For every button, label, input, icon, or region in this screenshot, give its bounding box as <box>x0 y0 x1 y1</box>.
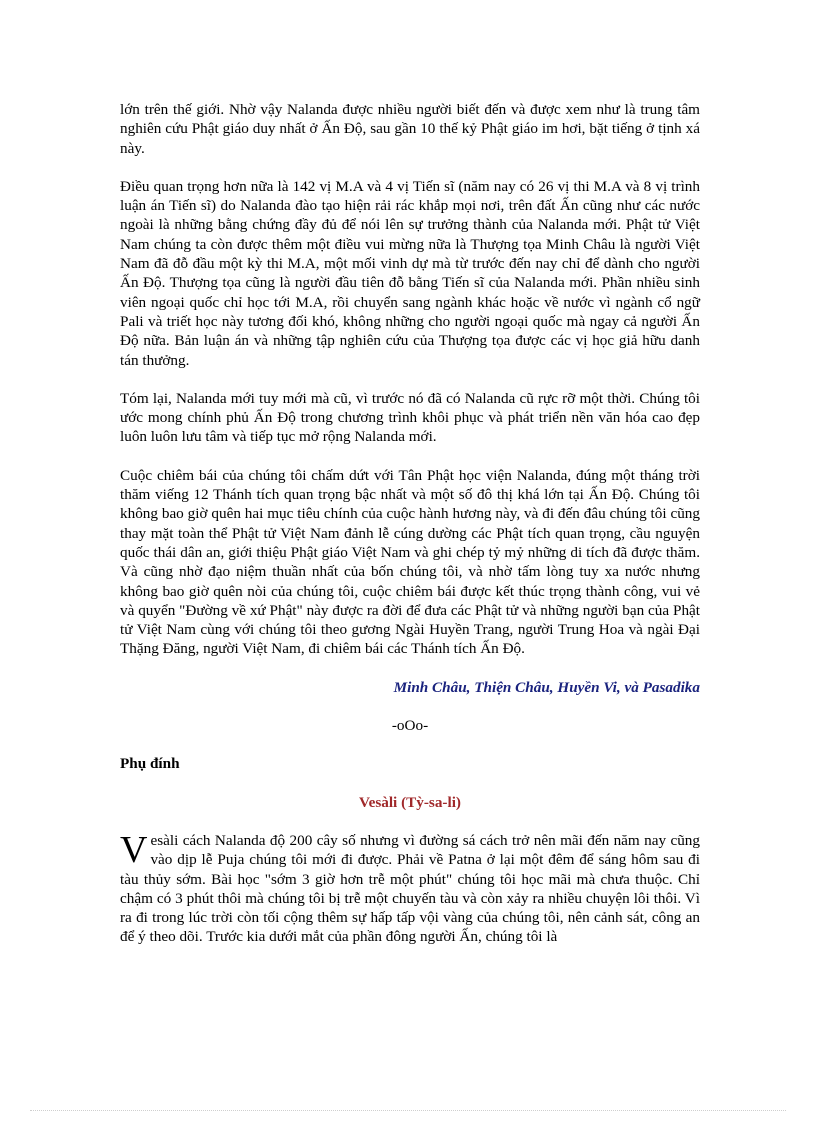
section-separator: -oOo- <box>391 717 429 735</box>
vesali-paragraph <box>120 828 700 947</box>
document-page <box>120 100 700 966</box>
vesali-paragraph-text: esàli cách Nalanda độ 200 cây số nhưng vì đường sá cách trở nên mãi đến năm nay cũng vào dịp lễ Puja chúng tôi mới đi được. Phải về Patna ở lại một đêm để sáng hôm sau đi tàu thủy sớm. Bài học "sớm 3 giờ hơn trễ một phút" chúng tôi học mãi mà chưa thuộc. Chỉ chậm có 3 phút thôi mà chúng tôi bị trễ một chuyến tàu và còn xảy ra nhiều chuyện lôi thôi. Vì ra đi trong lúc trời còn tối cộng thêm sự hấp tấp vội vàng của chúng tôi, nên cảnh sát, công an để ý theo dõi. Trước kia dưới mắt của phần đông người Ấn, chúng tôi là <box>120 831 700 946</box>
paragraph-1: lớn trên thế giới. Nhờ vậy Nalanda được nhiều người biết đến và được xem như là trung tâm nghiên cứu Phật giáo duy nhất ở Ấn Độ, sau gần 10 thế kỷ Phật giáo im hơi, bặt tiếng ở tịnh xá này. <box>120 101 700 157</box>
author-signature: Minh Châu, Thiện Châu, Huyền Vi, và Pasadika <box>393 678 700 696</box>
drop-cap-letter: V <box>120 828 148 871</box>
section-title: Vesàli (Tỳ-sa-li) <box>359 793 461 811</box>
page-bottom-border <box>30 1110 786 1111</box>
appendix-heading: Phụ đính <box>120 755 180 773</box>
paragraph-2: Điều quan trọng hơn nữa là 142 vị M.A và 4 vị Tiến sĩ (năm nay có 26 vị thi M.A và 8 vị trình luận án Tiến sĩ) do Nalanda đào tạo hiện rải rác khắp mọi nơi, trên đất Ấn cũng như các nước ngoài là những bằng chứng đầy đủ để nói lên sự trưởng thành của Nalanda mới. Phật tử Việt Nam chúng ta còn được thêm một điều vui mừng nữa là Thượng tọa Minh Châu là người Việt Nam đã đỗ đầu một kỳ thi M.A, một mối vinh dự mà từ trước đến nay chỉ để dành cho người Ấn Độ. Thượng tọa cũng là người đầu tiên đỗ bằng Tiến sĩ của Nalanda mới. Phần nhiều sinh viên ngoại quốc chỉ học tới M.A, rồi chuyển sang ngành khác hoặc về nước vì ngành cổ ngữ Pali và triết học này tương đối khó, không những cho người ngoại quốc mà ngay cả người Ấn Độ nữa. Bản luận án và những tập nghiên cứu của Thượng tọa được các vị học giả hữu danh tán thưởng. <box>120 177 700 369</box>
paragraph-4: Cuộc chiêm bái của chúng tôi chấm dứt với Tân Phật học viện Nalanda, đúng một tháng trời thăm viếng 12 Thánh tích quan trọng bậc nhất và một số đô thị khá lớn tại Ấn Độ. Chúng tôi không bao giờ quên hai mục tiêu chính của cuộc hành hương này, và đi đến đâu chúng tôi cũng thay mặt toàn thể Phật tử Việt Nam đảnh lễ cúng dường các Phật tích quan trọng, cầu nguyện quốc thái dân an, giới thiệu Phật giáo Việt Nam và ghi chép tỷ mỷ những di tích đã được thăm. Và cũng nhờ đạo niệm thuần nhất của bốn chúng tôi, và nhờ tấm lòng tuy xa nước nhưng không bao giờ quên nòi của chúng tôi, cuộc chiêm bái được kết thúc trọng thành công, vui vẻ và quyển "Đường về xứ Phật" này được ra đời để đưa các Phật tử và những người bạn của Phật tử Việt Nam cùng với chúng tôi theo gương Ngài Huyền Trang, người Trung Hoa và ngài Đại Thặng Đăng, người Việt Nam, đi chiêm bái các Thánh tích Ấn Độ. <box>120 466 700 658</box>
paragraph-3: Tóm lại, Nalanda mới tuy mới mà cũ, vì trước nó đã có Nalanda cũ rực rỡ một thời. Chúng tôi ước mong chính phủ Ấn Độ trong chương trình khôi phục và phát triển nền văn hóa cao đẹp luôn luôn lưu tâm và tiếp tục mở rộng Nalanda mới. <box>120 389 700 446</box>
